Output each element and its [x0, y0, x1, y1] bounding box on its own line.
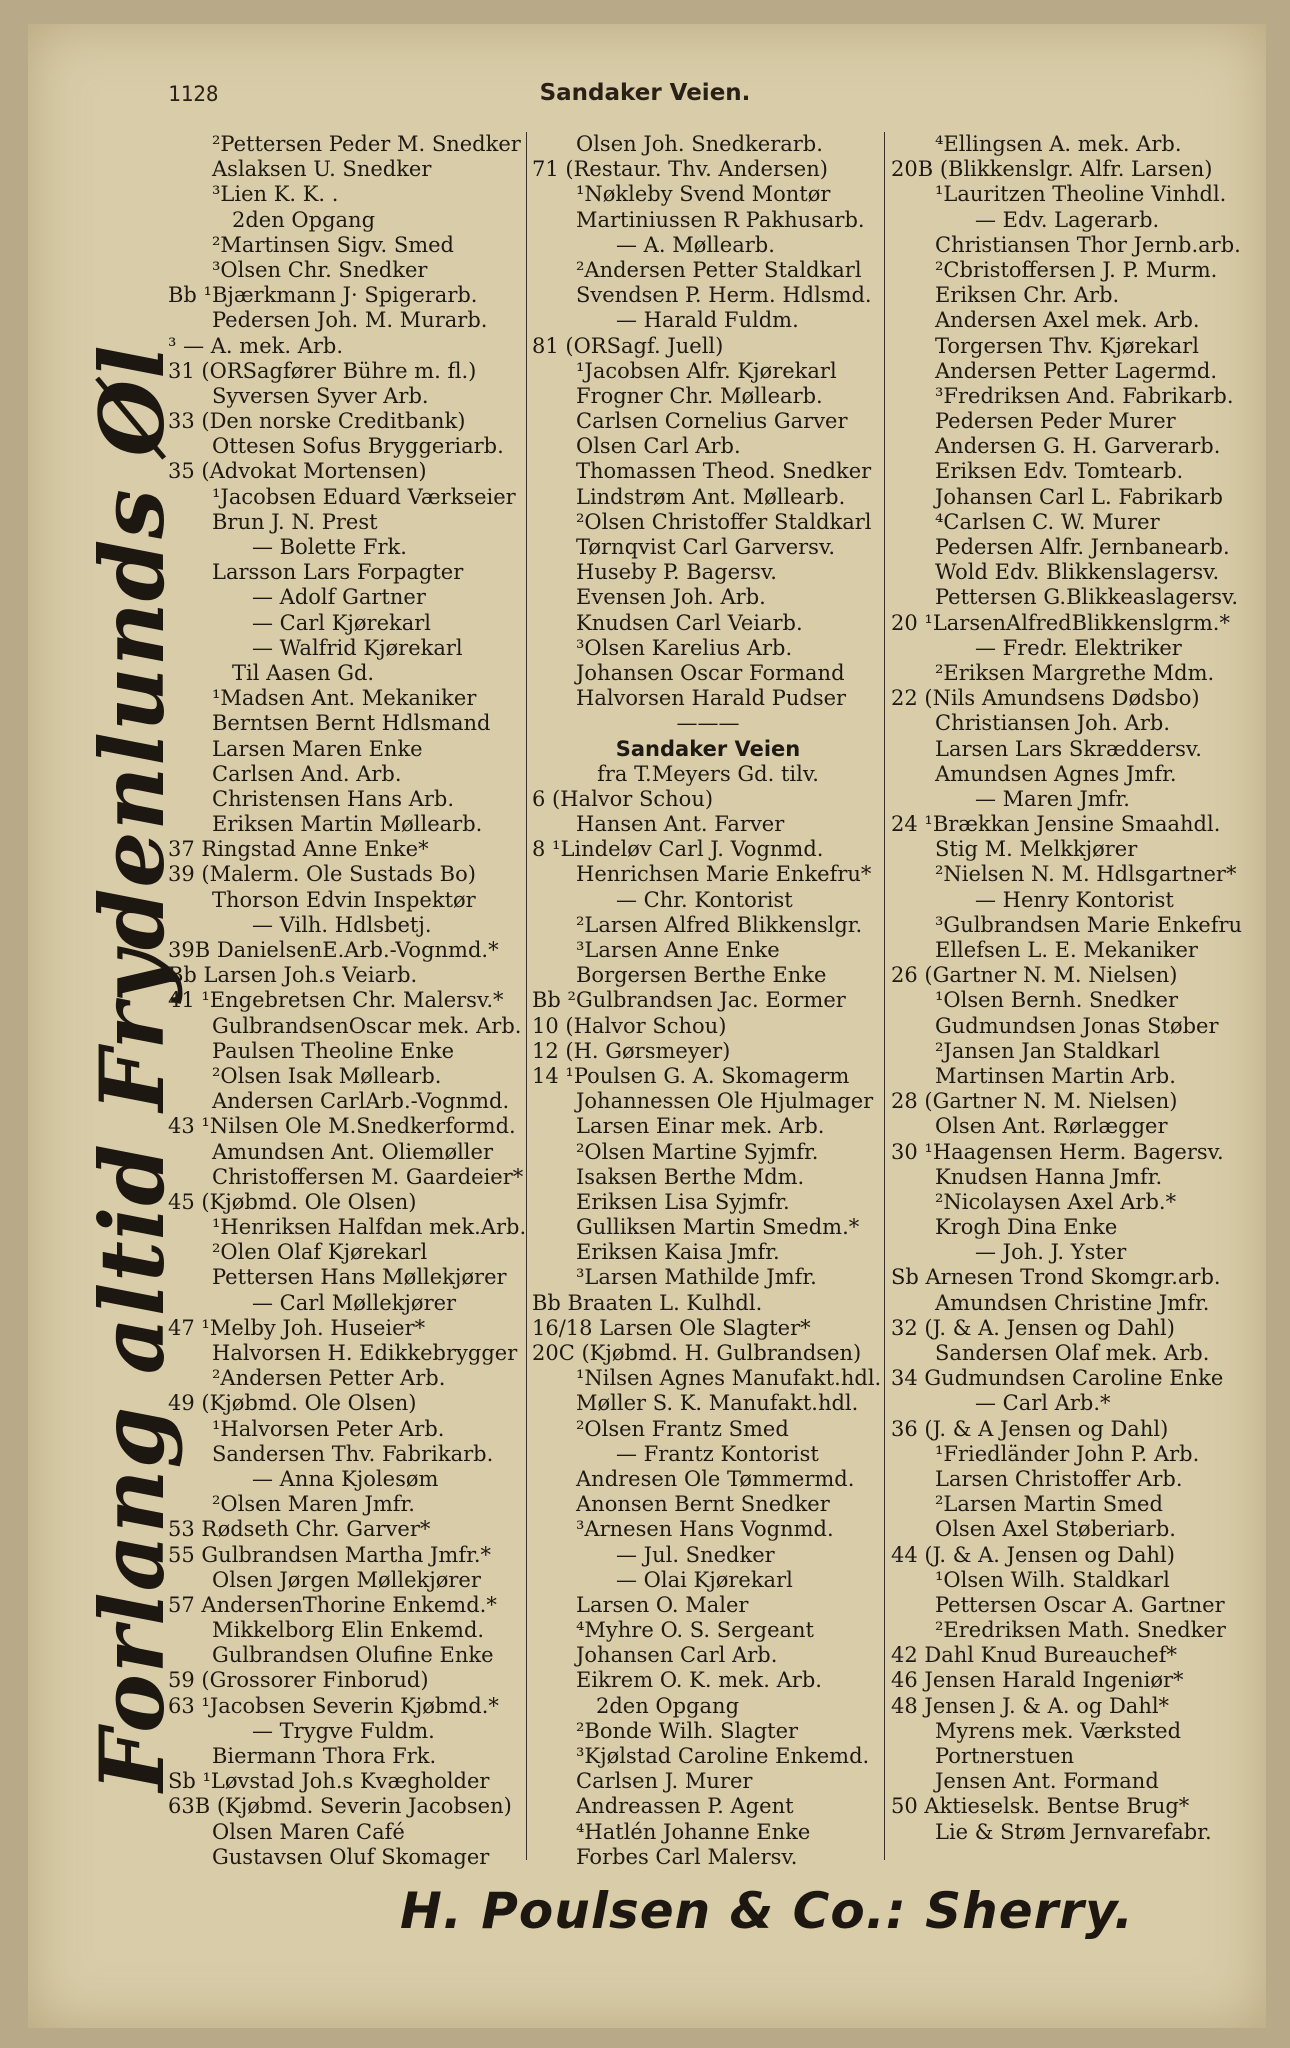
directory-entry: ²Olsen Maren Jmfr. [212, 1492, 415, 1517]
directory-entry: 81 (ORSagf. Juell) [532, 333, 724, 358]
directory-entry: ——— [676, 711, 740, 736]
column-3 [891, 132, 1251, 1860]
directory-entry: Gulliksen Martin Smedm.* [576, 1215, 860, 1240]
directory-entry: Johannessen Ole Hjulmager [576, 1089, 874, 1114]
directory-entry: Andersen Petter Lagermd. [935, 358, 1218, 383]
directory-entry: 2den Opgang [232, 207, 376, 232]
directory-entry: Wold Edv. Blikkenslagersv. [935, 560, 1220, 585]
directory-entry: Pettersen G.Blikkeaslagersv. [935, 585, 1239, 610]
directory-entry: — Bolette Frk. [252, 535, 407, 559]
directory-entry: Bb Braaten L. Kulhdl. [532, 1290, 763, 1315]
directory-entry: Amundsen Agnes Jmfr. [935, 761, 1177, 786]
directory-entry: Ottesen Sofus Bryggeriarb. [212, 434, 504, 459]
directory-entry: 34 Gudmundsen Caroline Enke [891, 1366, 1224, 1391]
directory-entry: Johansen Carl L. Fabrikarb [935, 484, 1223, 509]
directory-entry: Martiniussen R Pakhusarb. [576, 207, 865, 232]
directory-entry: — Chr. Kontorist [616, 887, 793, 912]
directory-entry: Eriksen Chr. Arb. [935, 283, 1120, 308]
directory-entry: ⁴Ellingsen A. mek. Arb. [935, 132, 1182, 156]
directory-entry: — Henry Kontorist [975, 887, 1174, 912]
directory-entry: ²Andersen Petter Arb. [212, 1366, 446, 1391]
directory-entry: 63 ¹Jacobsen Severin Kjøbmd.* [168, 1693, 499, 1718]
directory-entry: Ellefsen L. E. Mekaniker [935, 938, 1198, 962]
directory-entry: 53 Rødseth Chr. Garver* [168, 1517, 431, 1542]
directory-entry: Paulsen Theoline Enke [212, 1038, 455, 1063]
directory-entry: Carlsen Cornelius Garver [576, 409, 848, 434]
directory-entry: Amundsen Christine Jmfr. [935, 1290, 1210, 1315]
directory-entry: ²Olsen Christoffer Staldkarl [576, 509, 872, 534]
directory-entry: 24 ¹Brækkan Jensine Smaahdl. [891, 812, 1221, 837]
directory-entry: — A. Møllearb. [616, 232, 775, 257]
directory-entry: 10 (Halvor Schou) [532, 1013, 727, 1038]
directory-entry: Larsen Einar mek. Arb. [576, 1114, 825, 1139]
directory-entry: Martinsen Martin Arb. [935, 1063, 1176, 1088]
directory-entry: Amundsen Ant. Oliemøller [212, 1139, 493, 1164]
side-advertisement-text: Forlang altid Frydenlunds Øl [80, 344, 184, 1792]
directory-entry: Gudmundsen Jonas Støber [935, 1013, 1219, 1038]
directory-entry: Thomassen Theod. Snedker [576, 459, 872, 484]
page-number: 1128 [168, 82, 219, 106]
directory-entry: Anonsen Bernt Snedker [576, 1492, 830, 1517]
directory-entry: 20C (Kjøbmd. H. Gulbrandsen) [532, 1341, 862, 1365]
directory-entry: 16/18 Larsen Ole Slagter* [532, 1315, 811, 1340]
directory-entry: ³Larsen Anne Enke [576, 938, 780, 962]
directory-entry: Gulbrandsen Olufine Enke [212, 1643, 494, 1668]
directory-entry: ³Larsen Mathilde Jmfr. [576, 1265, 817, 1290]
directory-entry: Larsen Christoffer Arb. [935, 1466, 1183, 1491]
directory-entry: ¹Henriksen Halfdan mek.Arb. [212, 1215, 526, 1240]
column-rule [884, 132, 885, 1860]
directory-entry: Christiansen Thor Jernb.arb. [935, 232, 1241, 257]
directory-entry: 35 (Advokat Mortensen) [168, 459, 427, 484]
directory-entry: 30 ¹Haagensen Herm. Bagersv. [891, 1139, 1224, 1164]
directory-entry: Pettersen Hans Møllekjører [212, 1265, 507, 1290]
directory-entry: — Jul. Snedker [616, 1542, 775, 1567]
directory-entry: 42 Dahl Knud Bureauchef* [891, 1643, 1177, 1668]
running-head: Sandaker Veien. [539, 80, 751, 106]
directory-entry: Pettersen Oscar A. Gartner [935, 1592, 1225, 1617]
directory-entry: Eikrem O. K. mek. Arb. [576, 1668, 822, 1693]
directory-entry: Eriksen Lisa Syjmfr. [576, 1189, 790, 1214]
directory-entry: ¹Jacobsen Alfr. Kjørekarl [576, 358, 837, 383]
directory-entry: Evensen Joh. Arb. [576, 585, 766, 610]
directory-entry: Stig M. Melkkjører [935, 837, 1138, 862]
directory-entry: 37 Ringstad Anne Enke* [168, 837, 429, 862]
directory-entry: — Edv. Lagerarb. [975, 207, 1160, 232]
directory-entry: 50 Aktieselsk. Bentse Brug* [891, 1794, 1190, 1819]
directory-entry: ²Jansen Jan Staldkarl [935, 1038, 1160, 1063]
directory-entry: 12 (H. Gørsmeyer) [532, 1038, 731, 1063]
directory-entry: ³Fredriksen And. Fabrikarb. [935, 383, 1234, 408]
directory-entry: 36 (J. & A Jensen og Dahl) [891, 1416, 1169, 1441]
directory-entry: Johansen Carl Arb. [576, 1643, 778, 1668]
directory-entry: Jensen Ant. Formand [935, 1769, 1159, 1794]
directory-entry: Olsen Carl Arb. [576, 434, 741, 459]
directory-entry: Tørnqvist Carl Garversv. [576, 535, 836, 559]
directory-entry: ²Olsen Frantz Smed [576, 1416, 789, 1441]
directory-entry: ³Olsen Chr. Snedker [212, 257, 428, 282]
directory-entry: Olsen Jørgen Møllekjører [212, 1567, 481, 1592]
directory-entry: ²Nielsen N. M. Hdlsgartner* [935, 862, 1237, 887]
directory-entry: Møller S. K. Manufakt.hdl. [576, 1391, 859, 1416]
directory-entry: ²Olsen Martine Syjmfr. [576, 1139, 819, 1164]
directory-entry: 20B (Blikkenslgr. Alfr. Larsen) [891, 157, 1213, 182]
directory-entry: Larsen Lars Skræddersv. [935, 736, 1202, 761]
directory-entry: Andersen G. H. Garverarb. [935, 434, 1221, 459]
directory-entry: Larsson Lars Forpagter [212, 560, 464, 585]
directory-entry: — Carl Møllekjører [252, 1290, 457, 1315]
directory-entry: Frogner Chr. Møllearb. [576, 383, 823, 408]
directory-entry: ³Olsen Karelius Arb. [576, 635, 793, 660]
directory-entry: ²Nicolaysen Axel Arb.* [935, 1189, 1177, 1214]
directory-entry: — Harald Fuldm. [616, 308, 799, 333]
directory-entry: 63B (Kjøbmd. Severin Jacobsen) [168, 1794, 512, 1819]
directory-entry: Larsen Maren Enke [212, 736, 423, 761]
directory-entry: 22 (Nils Amundsens Dødsbo) [891, 686, 1200, 711]
directory-entry: 31 (ORSagfører Bühre m. fl.) [168, 358, 477, 383]
directory-entry: ¹Nilsen Agnes Manufakt.hdl. [576, 1366, 882, 1391]
column-2 [532, 132, 884, 1869]
directory-entry: — Carl Arb.* [975, 1391, 1111, 1416]
directory-entry: 32 (J. & A. Jensen og Dahl) [891, 1315, 1175, 1340]
directory-entry: 39B DanielsenE.Arb.-Vognmd.* [168, 938, 499, 962]
directory-entry: — Fredr. Elektriker [975, 635, 1182, 660]
directory-entry: Olsen Ant. Rørlægger [935, 1114, 1168, 1139]
directory-entry: 47 ¹Melby Joh. Huseier* [168, 1315, 426, 1340]
directory-entry: 28 (Gartner N. M. Nielsen) [891, 1089, 1178, 1114]
directory-entry: ²Olsen Isak Møllearb. [212, 1063, 442, 1088]
directory-entry: ²Larsen Martin Smed [935, 1492, 1163, 1517]
directory-entry: Halvorsen H. Edikkebrygger [212, 1341, 518, 1365]
directory-entry: ⁴Hatlén Johanne Enke [576, 1819, 811, 1844]
directory-entry: ²Eriksen Margrethe Mdm. [935, 660, 1215, 685]
directory-entry: Berntsen Bernt Hdlsmand [212, 711, 491, 736]
directory-entry: ¹Olsen Wilh. Staldkarl [935, 1567, 1170, 1592]
directory-entry: — Olai Kjørekarl [616, 1567, 793, 1592]
directory-entry: Christensen Hans Arb. [212, 786, 455, 811]
directory-entry: 2den Opgang [596, 1693, 740, 1718]
directory-entry: 26 (Gartner N. M. Nielsen) [891, 963, 1178, 988]
directory-entry: Isaksen Berthe Mdm. [576, 1164, 805, 1189]
directory-entry: Bb ²Gulbrandsen Jac. Eormer [532, 988, 846, 1013]
directory-entry: ¹Olsen Bernh. Snedker [935, 988, 1179, 1013]
directory-entry: ¹Halvorsen Peter Arb. [212, 1416, 445, 1441]
directory-entry: ²Cbristoffersen J. P. Murm. [935, 257, 1218, 282]
directory-entry: — Joh. J. Yster [975, 1240, 1127, 1265]
directory-entry: Pedersen Joh. M. Murarb. [212, 308, 488, 333]
directory-entry: 33 (Den norske Creditbank) [168, 409, 466, 434]
directory-entry: Gustavsen Oluf Skomager [212, 1844, 490, 1869]
directory-entry: ²Larsen Alfred Blikkenslgr. [576, 912, 863, 937]
directory-entry: Andreassen P. Agent [576, 1794, 794, 1819]
directory-entry: Hansen Ant. Farver [576, 812, 785, 837]
column-1 [168, 132, 526, 1869]
directory-entry: Mikkelborg Elin Enkemd. [212, 1618, 485, 1643]
directory-entry: ¹Lauritzen Theoline Vinhdl. [935, 182, 1227, 207]
directory-entry: 71 (Restaur. Thv. Andersen) [532, 157, 828, 182]
directory-entry: Lindstrøm Ant. Møllearb. [576, 484, 846, 509]
directory-entry: ¹Nøkleby Svend Montør [576, 182, 831, 207]
directory-entry: — Adolf Gartner [252, 585, 426, 610]
directory-entry: ³ — A. mek. Arb. [168, 333, 344, 358]
directory-entry: 59 (Grossorer Finborud) [168, 1668, 429, 1693]
directory-entry: Sandersen Thv. Fabrikarb. [212, 1441, 494, 1466]
directory-entry: 41 ¹Engebretsen Chr. Malersv.* [168, 988, 504, 1013]
directory-entry: fra T.Meyers Gd. tilv. [597, 761, 819, 786]
directory-entry: Eriksen Edv. Tomtearb. [935, 459, 1184, 484]
directory-entry: — Vilh. Hdlsbetj. [252, 912, 432, 937]
directory-entry: Christoffersen M. Gaardeier* [212, 1164, 524, 1189]
directory-entry: Biermann Thora Frk. [212, 1744, 437, 1768]
directory-entry: Andersen Axel mek. Arb. [935, 308, 1200, 333]
directory-entry: Christiansen Joh. Arb. [935, 711, 1170, 736]
directory-entry: Sandersen Olaf mek. Arb. [935, 1341, 1210, 1365]
directory-entry: Pedersen Peder Murer [935, 409, 1176, 434]
directory-entry: — Maren Jmfr. [975, 786, 1130, 811]
directory-entry: Sb Arnesen Trond Skomgr.arb. [891, 1265, 1221, 1290]
directory-entry: ⁴Carlsen C. W. Murer [935, 509, 1160, 534]
directory-entry: 55 Gulbrandsen Martha Jmfr.* [168, 1542, 492, 1567]
directory-entry: Torgersen Thv. Kjørekarl [935, 333, 1199, 358]
directory-entry: ¹Madsen Ant. Mekaniker [212, 686, 477, 711]
directory-entry: ¹Friedländer John P. Arb. [935, 1441, 1200, 1466]
directory-entry: Larsen O. Maler [576, 1592, 749, 1617]
directory-entry: Halvorsen Harald Pudser [576, 686, 847, 711]
directory-entry: 48 Jensen J. & A. og Dahl* [891, 1693, 1170, 1718]
directory-entry: ²Martinsen Sigv. Smed [212, 232, 455, 257]
directory-entry: Knudsen Carl Veiarb. [576, 610, 803, 635]
directory-entry: Eriksen Kaisa Jmfr. [576, 1240, 780, 1265]
directory-entry: 45 (Kjøbmd. Ole Olsen) [168, 1189, 417, 1214]
directory-entry: Bb ¹Bjærkmann J· Spigerarb. [168, 283, 478, 308]
directory-entry: Myrens mek. Værksted [935, 1718, 1182, 1743]
directory-entry: Brun J. N. Prest [212, 509, 378, 534]
directory-entry: — Carl Kjørekarl [252, 610, 432, 635]
directory-entry: ³Arnesen Hans Vognmd. [576, 1517, 834, 1542]
directory-entry: ²Eredriksen Math. Snedker [935, 1618, 1226, 1643]
directory-entry: Olsen Maren Café [212, 1819, 405, 1844]
directory-entry: Olsen Joh. Snedkerarb. [576, 132, 823, 156]
directory-entry: Andersen CarlArb.-Vognmd. [212, 1089, 510, 1114]
directory-entry: Huseby P. Bagersv. [576, 560, 777, 585]
directory-entry: Knudsen Hanna Jmfr. [935, 1164, 1163, 1189]
directory-entry: 39 (Malerm. Ole Sustads Bo) [168, 862, 476, 887]
directory-entry: GulbrandsenOscar mek. Arb. [212, 1013, 522, 1038]
directory-entry: Thorson Edvin Inspektør [212, 887, 476, 912]
directory-entry: Aslaksen U. Snedker [212, 157, 432, 182]
directory-entry: ²Andersen Petter Staldkarl [576, 257, 862, 282]
directory-entry: Til Aasen Gd. [232, 660, 375, 685]
directory-entry: Andresen Ole Tømmermd. [576, 1466, 855, 1491]
directory-entry: Johansen Oscar Formand [576, 660, 845, 685]
directory-entry: ³Gulbrandsen Marie Enkefru [935, 912, 1243, 937]
directory-entry: — Trygve Fuldm. [252, 1718, 435, 1743]
directory-entry: Portnerstuen [935, 1744, 1075, 1768]
directory-entry: Olsen Axel Støberiarb. [935, 1517, 1176, 1542]
directory-entry: — Anna Kjolesøm [252, 1466, 439, 1491]
directory-entry: ²Olen Olaf Kjørekarl [212, 1240, 428, 1265]
directory-entry: ³Kjølstad Caroline Enkemd. [576, 1744, 870, 1768]
directory-entry: Bb Larsen Joh.s Veiarb. [168, 963, 418, 988]
directory-entry: Sb ¹Løvstad Joh.s Kvægholder [168, 1769, 490, 1794]
directory-entry: 14 ¹Poulsen G. A. Skomagerm [532, 1063, 850, 1088]
directory-entry: ¹Jacobsen Eduard Værkseier [212, 484, 516, 509]
directory-entry: Carlsen And. Arb. [212, 761, 402, 786]
directory-entry: Forbes Carl Malersv. [576, 1844, 798, 1869]
directory-entry: 20 ¹LarsenAlfredBlikkenslgrm.* [891, 610, 1230, 635]
directory-entry: 8 ¹Lindeløv Carl J. Vognmd. [532, 837, 824, 862]
directory-entry: Pedersen Alfr. Jernbanearb. [935, 535, 1230, 559]
directory-entry: ³Lien K. K. . [212, 182, 339, 207]
directory-entry: ²Bonde Wilh. Slagter [576, 1718, 799, 1743]
directory-entry: 6 (Halvor Schou) [532, 786, 714, 811]
directory-entry: Lie & Strøm Jernvarefabr. [935, 1819, 1212, 1844]
directory-entry: — Frantz Kontorist [616, 1441, 819, 1466]
column-rule [526, 132, 527, 1860]
directory-entry: 49 (Kjøbmd. Ole Olsen) [168, 1391, 417, 1416]
directory-entry: Carlsen J. Murer [576, 1769, 753, 1794]
directory-entry: ⁴Myhre O. S. Sergeant [576, 1618, 814, 1643]
directory-entry: Krogh Dina Enke [935, 1215, 1118, 1240]
directory-entry: 43 ¹Nilsen Ole M.Snedkerformd. [168, 1114, 516, 1139]
directory-entry: Svendsen P. Herm. Hdlsmd. [576, 283, 872, 308]
directory-entry: ²Pettersen Peder M. Snedker [212, 132, 521, 156]
directory-entry: Borgersen Berthe Enke [576, 963, 827, 988]
directory-entry: — Walfrid Kjørekarl [252, 635, 463, 660]
directory-entry: Sandaker Veien [615, 736, 801, 761]
directory-entry: 44 (J. & A. Jensen og Dahl) [891, 1542, 1175, 1567]
directory-entry: 46 Jensen Harald Ingeniør* [891, 1668, 1184, 1693]
directory-entry: Henrichsen Marie Enkefru* [576, 862, 872, 887]
directory-entry: Syversen Syver Arb. [212, 383, 429, 408]
directory-entry: 57 AndersenThorine Enkemd.* [168, 1592, 497, 1617]
directory-entry: Eriksen Martin Møllearb. [212, 812, 483, 837]
bottom-advertisement: H. Poulsen & Co.: Sherry. [400, 1882, 1134, 1940]
